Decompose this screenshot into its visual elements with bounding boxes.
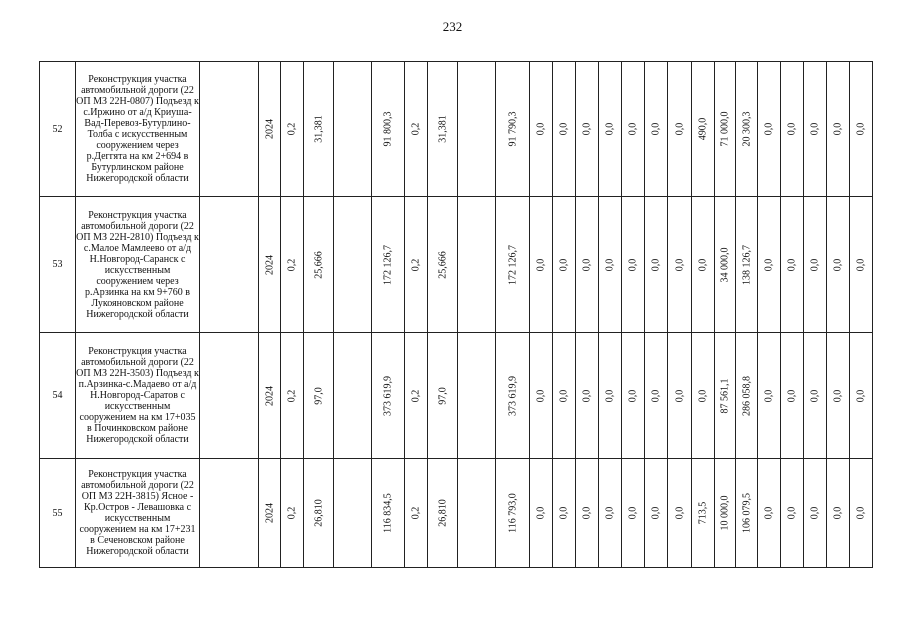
cell-value: 0,0 <box>786 258 798 271</box>
cell-value: 116 793,0 <box>507 493 518 533</box>
value-cell <box>599 62 622 197</box>
cell-value: 0,2 <box>410 258 422 271</box>
cell-value: 2024 <box>264 503 275 523</box>
value-cell <box>804 459 827 568</box>
cell-value: 91 790,3 <box>507 111 518 147</box>
value-cell <box>496 197 530 333</box>
cell-value: 97,0 <box>437 386 448 405</box>
value-cell <box>781 62 804 197</box>
cell-value: 0,0 <box>535 122 547 136</box>
value-cell <box>715 197 736 333</box>
value-cell <box>736 459 758 568</box>
cell-value: 0,0 <box>627 506 639 520</box>
value-cell <box>599 333 622 459</box>
cell-value: 26,810 <box>313 499 324 527</box>
value-cell <box>372 197 405 333</box>
cell-value: 0,0 <box>604 389 616 402</box>
cell-value: 0,0 <box>855 122 867 136</box>
value-cell <box>458 333 496 459</box>
cell-value: 20 300,3 <box>741 111 752 147</box>
value-cell <box>758 333 781 459</box>
cell-value: 0,2 <box>410 122 422 136</box>
value-cell <box>553 197 576 333</box>
cell-value: 0,0 <box>809 506 821 520</box>
value-cell <box>850 62 873 197</box>
project-name: Реконструкция участка автомобильной дороги (22 ОП МЗ 22Н-2810) Подъезд к с.Малое Мамлеево от а/д Н.Новгород-Саранск с искусственным сооружением через р.Арзинка на км 9+760 в Лукояновском районе Нижегородской области <box>76 197 200 333</box>
value-cell <box>334 459 372 568</box>
cell-value: 0,0 <box>832 506 844 520</box>
cell-value: 0,2 <box>286 506 298 520</box>
value-cell <box>804 197 827 333</box>
cell-value: 286 058,8 <box>741 375 752 416</box>
value-cell <box>692 333 715 459</box>
cell-value: 172 126,7 <box>507 244 518 285</box>
value-cell <box>804 333 827 459</box>
cell-value: 0,0 <box>832 258 844 271</box>
cell-value: 0,0 <box>763 389 775 402</box>
cell-value: 0,2 <box>286 258 298 271</box>
value-cell <box>692 62 715 197</box>
value-cell <box>259 197 281 333</box>
value-cell <box>622 62 645 197</box>
value-cell <box>645 197 668 333</box>
value-cell <box>259 62 281 197</box>
value-cell <box>372 62 405 197</box>
table-row <box>40 459 873 568</box>
value-cell <box>530 62 553 197</box>
value-cell <box>372 333 405 459</box>
cell-value: 0,0 <box>809 389 821 402</box>
row-number: 53 <box>40 197 76 333</box>
value-cell <box>850 459 873 568</box>
cell-value: 0,0 <box>558 389 570 402</box>
value-cell <box>850 333 873 459</box>
value-cell <box>200 333 259 459</box>
cell-value: 172 126,7 <box>382 244 394 285</box>
cell-value: 2024 <box>264 385 275 406</box>
value-cell <box>668 197 692 333</box>
cell-value: 0,0 <box>832 122 844 136</box>
cell-value: 87 561,1 <box>719 378 731 413</box>
value-cell <box>576 197 599 333</box>
cell-value: 2024 <box>264 119 275 139</box>
cell-value: 0,0 <box>855 506 867 520</box>
value-cell <box>281 62 304 197</box>
cell-value: 0,0 <box>697 258 709 271</box>
value-cell <box>758 459 781 568</box>
value-cell <box>827 333 850 459</box>
table-row <box>40 197 873 333</box>
cell-value: 0,0 <box>674 506 685 520</box>
cell-value: 373 619,9 <box>382 375 394 416</box>
cell-value: 0,0 <box>763 506 775 520</box>
value-cell <box>622 197 645 333</box>
cell-value: 0,0 <box>604 122 616 136</box>
cell-value: 0,0 <box>763 258 775 271</box>
cell-value: 10 000,0 <box>719 495 731 531</box>
value-cell <box>645 62 668 197</box>
value-cell <box>259 459 281 568</box>
value-cell <box>530 197 553 333</box>
project-name: Реконструкция участка автомобильной дороги (22 ОП МЗ 22Н-0807) Подъезд к с.Иржино от а/д Криуша-Вад-Перевоз-Бутурлино-Толба с искусственным сооружением через р.Деггята на км 2+694 в Бутурлинском районе Нижегородской области <box>76 62 200 197</box>
value-cell <box>576 62 599 197</box>
value-cell <box>804 62 827 197</box>
cell-value: 0,0 <box>650 122 662 136</box>
value-cell <box>827 62 850 197</box>
cell-value: 373 619,9 <box>507 375 518 416</box>
cell-value: 25,666 <box>437 250 448 279</box>
value-cell <box>281 197 304 333</box>
value-cell <box>200 62 259 197</box>
value-cell <box>458 459 496 568</box>
cell-value: 0,0 <box>832 389 844 402</box>
value-cell <box>622 459 645 568</box>
value-cell <box>304 459 334 568</box>
cell-value: 0,0 <box>581 506 593 520</box>
cell-value: 713,5 <box>697 501 709 525</box>
value-cell <box>645 459 668 568</box>
value-cell <box>428 62 458 197</box>
value-cell <box>576 333 599 459</box>
value-cell <box>334 62 372 197</box>
value-cell <box>405 459 428 568</box>
value-cell <box>781 333 804 459</box>
value-cell <box>553 333 576 459</box>
investment-table <box>39 61 873 568</box>
value-cell <box>458 62 496 197</box>
value-cell <box>715 459 736 568</box>
cell-value: 0,0 <box>581 122 593 136</box>
cell-value: 0,0 <box>809 258 821 271</box>
cell-value: 0,0 <box>763 122 775 136</box>
cell-value: 0,0 <box>786 389 798 402</box>
cell-value: 106 079,5 <box>741 493 752 533</box>
cell-value: 0,0 <box>786 506 798 520</box>
value-cell <box>281 333 304 459</box>
value-cell <box>200 459 259 568</box>
cell-value: 0,0 <box>650 389 662 402</box>
value-cell <box>334 197 372 333</box>
table-row <box>40 333 873 459</box>
cell-value: 0,0 <box>535 389 547 402</box>
cell-value: 2024 <box>264 254 275 275</box>
cell-value: 0,0 <box>627 122 639 136</box>
value-cell <box>405 197 428 333</box>
value-cell <box>827 459 850 568</box>
cell-value: 116 834,5 <box>382 493 394 533</box>
cell-value: 490,0 <box>697 117 709 141</box>
value-cell <box>692 459 715 568</box>
cell-value: 0,2 <box>286 389 298 402</box>
value-cell <box>334 333 372 459</box>
value-cell <box>850 197 873 333</box>
value-cell <box>758 62 781 197</box>
cell-value: 0,2 <box>286 122 298 136</box>
page-number: 232 <box>442 19 463 34</box>
cell-value: 0,0 <box>558 506 570 520</box>
value-cell <box>496 459 530 568</box>
value-cell <box>304 62 334 197</box>
cell-value: 0,0 <box>627 389 639 402</box>
value-cell <box>553 459 576 568</box>
row-number: 55 <box>40 459 76 568</box>
cell-value: 0,0 <box>650 506 662 520</box>
value-cell <box>428 197 458 333</box>
value-cell <box>645 333 668 459</box>
value-cell <box>496 62 530 197</box>
cell-value: 138 126,7 <box>741 244 752 285</box>
cell-value: 0,0 <box>558 122 570 136</box>
value-cell <box>576 459 599 568</box>
cell-value: 0,2 <box>410 506 422 520</box>
cell-value: 0,0 <box>674 258 685 271</box>
cell-value: 0,0 <box>604 506 616 520</box>
cell-value: 0,0 <box>809 122 821 136</box>
value-cell <box>530 333 553 459</box>
cell-value: 0,0 <box>627 258 639 271</box>
value-cell <box>781 459 804 568</box>
value-cell <box>599 197 622 333</box>
value-cell <box>758 197 781 333</box>
value-cell <box>622 333 645 459</box>
value-cell <box>736 333 758 459</box>
value-cell <box>781 197 804 333</box>
project-name: Реконструкция участка автомобильной дороги (22 ОП МЗ 22Н-3815) Ясное - Кр.Остров - Левашовка с искусственным сооружением на км 17+231 в Сеченовском районе Нижегородской области <box>76 459 200 568</box>
cell-value: 0,0 <box>674 389 685 402</box>
value-cell <box>553 62 576 197</box>
value-cell <box>668 62 692 197</box>
value-cell <box>715 62 736 197</box>
value-cell <box>736 62 758 197</box>
row-number: 54 <box>40 333 76 459</box>
cell-value: 0,0 <box>786 122 798 136</box>
table-row <box>40 62 873 197</box>
value-cell <box>200 197 259 333</box>
cell-value: 0,0 <box>604 258 616 271</box>
row-number: 52 <box>40 62 76 197</box>
value-cell <box>428 459 458 568</box>
cell-value: 31,381 <box>313 115 324 143</box>
value-cell <box>668 459 692 568</box>
cell-value: 26,810 <box>437 499 448 527</box>
cell-value: 0,0 <box>535 506 547 520</box>
project-name: Реконструкция участка автомобильной дороги (22 ОП МЗ 22Н-3503) Подъезд к п.Арзинка-с.Мадаево от а/д Н.Новгород-Саратов с искусственным сооружением на км 17+035 в Починковском районе Нижегородской области <box>76 333 200 459</box>
value-cell <box>372 459 405 568</box>
value-cell <box>458 197 496 333</box>
value-cell <box>259 333 281 459</box>
cell-value: 0,0 <box>855 389 867 402</box>
value-cell <box>304 333 334 459</box>
cell-value: 97,0 <box>313 386 324 405</box>
value-cell <box>405 62 428 197</box>
cell-value: 91 800,3 <box>382 111 394 147</box>
cell-value: 31,381 <box>437 115 448 143</box>
value-cell <box>405 333 428 459</box>
value-cell <box>736 197 758 333</box>
value-cell <box>692 197 715 333</box>
value-cell <box>496 333 530 459</box>
cell-value: 0,0 <box>650 258 662 271</box>
cell-value: 0,2 <box>410 389 422 402</box>
value-cell <box>304 197 334 333</box>
cell-value: 0,0 <box>581 389 593 402</box>
cell-value: 0,0 <box>697 389 709 402</box>
value-cell <box>530 459 553 568</box>
value-cell <box>827 197 850 333</box>
cell-value: 25,666 <box>313 250 324 279</box>
cell-value: 0,0 <box>558 258 570 271</box>
cell-value: 34 000,0 <box>719 247 731 282</box>
cell-value: 71 000,0 <box>719 111 731 147</box>
value-cell <box>668 333 692 459</box>
cell-value: 0,0 <box>581 258 593 271</box>
value-cell <box>428 333 458 459</box>
cell-value: 0,0 <box>535 258 547 271</box>
cell-value: 0,0 <box>674 122 685 136</box>
value-cell <box>599 459 622 568</box>
value-cell <box>715 333 736 459</box>
cell-value: 0,0 <box>855 258 867 271</box>
value-cell <box>281 459 304 568</box>
